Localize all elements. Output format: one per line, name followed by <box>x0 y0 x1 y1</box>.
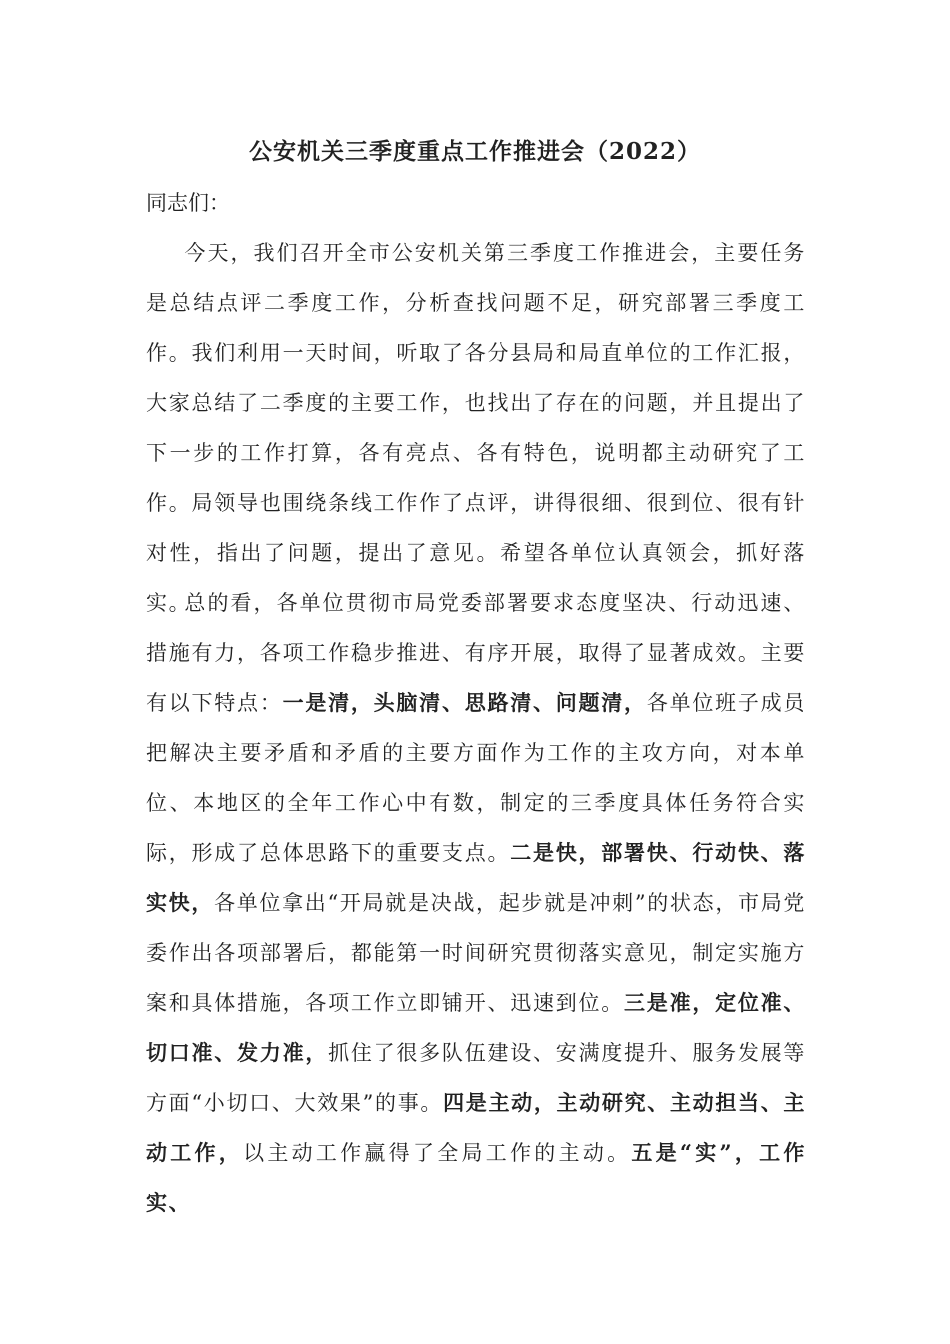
point-3-heading: 三是准，定位准、切口准、发力准， <box>146 990 806 1065</box>
paragraph-2-text-1: 总的看，各单位贯彻市局党委部署要求态度坚决、行动迅速、措施有力，各项工作稳步推进、有序开展，取得了显著成效。主要有以下特点： <box>146 591 806 715</box>
document-title: 公安机关三季度重点工作推进会（2022） <box>248 138 701 165</box>
paragraph-2-text-5: 以主动工作赢得了全局工作的主动。 <box>243 1141 632 1165</box>
paragraph-2-text-2: 各单位班子成员把解决主要矛盾和矛盾的主要方面作为工作的主攻方向，对本单位、本地区的全年工作心中有数，制定的三季度具体任务符合实际，形成了总体思路下的重要支点。 <box>146 691 806 865</box>
paragraph-2 <box>146 578 806 1228</box>
point-5-heading: 五是“实”，工作实、 <box>146 1140 806 1215</box>
point-4-heading: 四是主动，主动研究、主动担当、主动工作， <box>146 1090 806 1165</box>
salutation: 同志们： <box>146 191 230 215</box>
paragraph-1-text: 今天，我们召开全市公安机关第三季度工作推进会，主要任务是总结点评二季度工作，分析查找问题不足，研究部署三季度工作。我们利用一天时间，听取了各分县局和局直单位的工作汇报，大家总结了二季度的主要工作，也找出了存在的问题，并且提出了下一步的工作打算，各有亮点、各有特色，说明都主动研究了工作。局领导也围绕条线工作作了点评，讲得很细、很到位、很有针对性，指出了问题，提出了意见。希望各单位认真领会，抓好落实。 <box>146 241 806 615</box>
point-1-heading: 一是清，头脑清、思路清、问题清， <box>282 690 647 715</box>
paragraph-2-text-4: 抓住了很多队伍建设、安满度提升、服务发展等方面“小切口、大效果”的事。 <box>146 1041 806 1115</box>
paragraph-2-text-3: 各单位拿出“开局就是决战，起步就是冲刺”的状态，市局党委作出各项部署后，都能第一时间研究贯彻落实意见，制定实施方案和具体措施，各项工作立即铺开、迅速到位。 <box>146 891 806 1015</box>
paragraph-1 <box>146 228 806 628</box>
point-2-heading: 二是快，部署快、行动快、落实快， <box>146 840 806 915</box>
